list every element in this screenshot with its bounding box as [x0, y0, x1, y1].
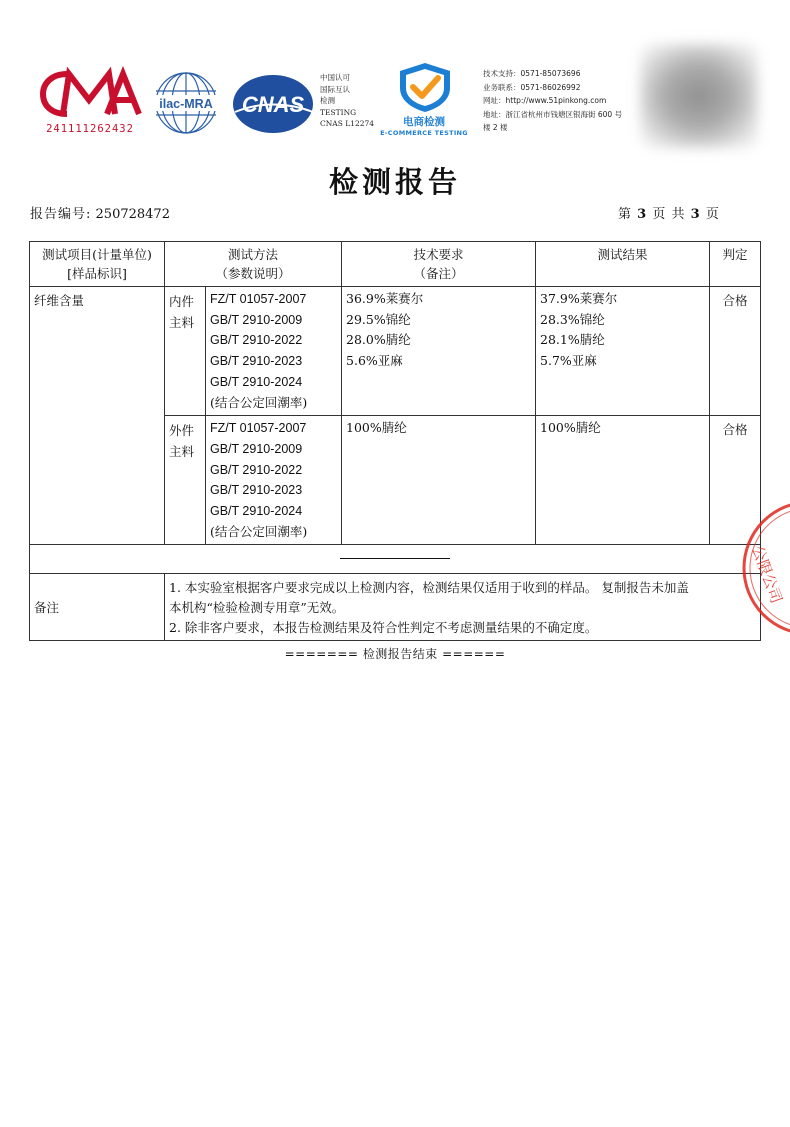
result-line: 5.7%亚麻 [540, 353, 597, 369]
part-cell [165, 416, 206, 545]
seal-stamp-icon [722, 488, 790, 648]
header-verdict [710, 242, 761, 287]
company-seal-stamp [722, 488, 790, 648]
contact-row-address-cont [483, 121, 643, 135]
report-number [30, 203, 170, 222]
divider-cell [30, 545, 761, 574]
method-line: FZ/T 01057-2007 [210, 292, 307, 306]
notes-label: 备注 [34, 600, 60, 616]
notes-row [30, 574, 761, 641]
cma-logo [37, 66, 143, 140]
table-row [30, 287, 761, 416]
verdict-text: 合格 [722, 293, 748, 308]
item-name: 纤维含量 [34, 293, 85, 308]
contact-value: 浙江省杭州市钱塘区银海街 600 号 [505, 109, 623, 119]
ilac-globe-icon [150, 70, 222, 136]
contact-row-support [483, 67, 643, 81]
contact-label: 技术支持： [483, 69, 521, 78]
page-total: 3 [690, 207, 701, 222]
ecommerce-testing-label [376, 114, 472, 137]
header-method-line: 测试方法 [228, 247, 279, 262]
item-name-cell [30, 287, 165, 545]
method-cell [206, 287, 342, 416]
page-current: 3 [637, 207, 648, 222]
ilac-mra-logo [150, 70, 222, 136]
method-cell [206, 416, 342, 545]
result-cell [536, 416, 710, 545]
part-cell [165, 287, 206, 416]
page-suffix: 页 [705, 207, 720, 222]
contact-info [483, 67, 643, 135]
cma-mark-icon [37, 66, 143, 122]
cnas-text: CNAS [241, 92, 305, 117]
note-line: 1. 本实验室根据客户要求完成以上检测内容，检测结果仅适用于收到的样品。 复制报告未加盖 [169, 580, 689, 596]
requirement-line: 29.5%锦纶 [346, 311, 411, 327]
cnas-logo [229, 72, 317, 136]
page-prefix: 第 [618, 207, 633, 222]
cma-number: 241111262432 [46, 123, 134, 135]
report-number-label: 报告编号: [30, 207, 92, 222]
method-line: FZ/T 01057-2007 [210, 421, 307, 436]
cnas-accreditation-text [320, 72, 380, 130]
requirement-cell [342, 416, 536, 545]
verdict-text: 合格 [722, 422, 748, 438]
contact-value: 0571-86026992 [520, 82, 581, 92]
report-end-marker: ======= 检测报告结束 ====== [284, 647, 506, 661]
part-line: 内件 [169, 294, 195, 309]
part-line: 主料 [169, 444, 195, 460]
ecom-cn-text: 电商检测 [403, 116, 445, 128]
method-line: GB/T 2910-2022 [210, 333, 303, 348]
note-line: 本机构“检验检测专用章”无效。 [169, 600, 345, 616]
requirement-line: 28.0%腈纶 [346, 332, 411, 348]
contact-label: 网址： [483, 96, 506, 105]
cnas-line: 国际互认 [320, 84, 350, 94]
part-line: 主料 [169, 315, 195, 330]
header-item-line: [样品标识] [67, 266, 127, 281]
requirement-line: 100%腈纶 [346, 420, 407, 436]
contact-label: 业务联系： [483, 82, 521, 92]
part-line: 外件 [169, 423, 195, 439]
website-link[interactable]: http://www.51pinkong.com [505, 96, 607, 105]
page-mid: 页 共 [652, 207, 686, 222]
notes-body [165, 574, 761, 641]
method-line: GB/T 2910-2009 [210, 441, 303, 456]
cnas-line: 中国认可 [320, 73, 350, 82]
result-cell [536, 287, 710, 416]
method-line: GB/T 2910-2022 [210, 462, 303, 477]
header-verdict-line: 判定 [722, 247, 748, 262]
note-line: 2. 除非客户要求，本报告检测结果及符合性判定不考虑测量结果的不确定度。 [169, 620, 598, 636]
header-result-line: 测试结果 [597, 247, 648, 262]
header-method [165, 242, 342, 287]
results-table [29, 241, 761, 641]
cnas-line: 检测 [320, 96, 335, 105]
contact-value: 楼 2 楼 [483, 123, 508, 132]
header-item-line: 测试项目(计量单位) [42, 247, 152, 262]
requirement-line: 36.9%莱赛尔 [346, 291, 424, 306]
contact-row-address [483, 108, 643, 122]
requirement-cell [342, 287, 536, 416]
cnas-line: TESTING [320, 107, 357, 117]
contact-label: 地址： [483, 109, 506, 119]
header-method-line: （参数说明） [215, 266, 291, 281]
requirement-line: 5.6%亚麻 [346, 353, 403, 369]
header-requirement-line: （备注） [413, 266, 464, 281]
cnas-mark-icon [229, 72, 317, 136]
method-note: (结合公定回潮率) [210, 523, 308, 539]
result-line: 28.3%锦纶 [540, 311, 605, 327]
header-result [536, 242, 710, 287]
verdict-cell [710, 287, 761, 416]
method-line: GB/T 2910-2024 [210, 504, 303, 519]
divider-row [30, 545, 761, 574]
header-requirement [342, 242, 536, 287]
table-header-row [30, 242, 761, 287]
method-line: GB/T 2910-2023 [210, 354, 303, 369]
ilac-mra-text: ilac-MRA [159, 97, 213, 111]
result-line: 28.1%腈纶 [540, 332, 605, 348]
seal-text: 公限公司 [748, 543, 786, 606]
method-line: GB/T 2910-2009 [210, 312, 303, 327]
contact-row-website [483, 94, 643, 108]
header-requirement-line: 技术要求 [413, 247, 464, 262]
method-note: (结合公定回潮率) [210, 394, 308, 410]
method-line: GB/T 2910-2024 [210, 374, 303, 389]
header-item [30, 242, 165, 287]
method-line: GB/T 2910-2023 [210, 483, 303, 498]
shield-check-icon [392, 60, 458, 114]
cnas-line: CNAS L12274 [320, 119, 375, 128]
contact-value: 0571-85073696 [520, 69, 581, 78]
divider-line [340, 558, 450, 559]
ecom-en-text: E-COMMERCE TESTING [380, 129, 468, 137]
page-info [618, 203, 720, 222]
result-line: 100%腈纶 [540, 420, 601, 436]
report-number-value: 250728472 [95, 207, 170, 222]
contact-row-business [483, 81, 643, 95]
notes-label-cell [30, 574, 165, 641]
blurred-qr-code [640, 44, 758, 148]
result-line: 37.9%莱赛尔 [540, 291, 618, 306]
report-title: 检测报告 [328, 165, 461, 199]
